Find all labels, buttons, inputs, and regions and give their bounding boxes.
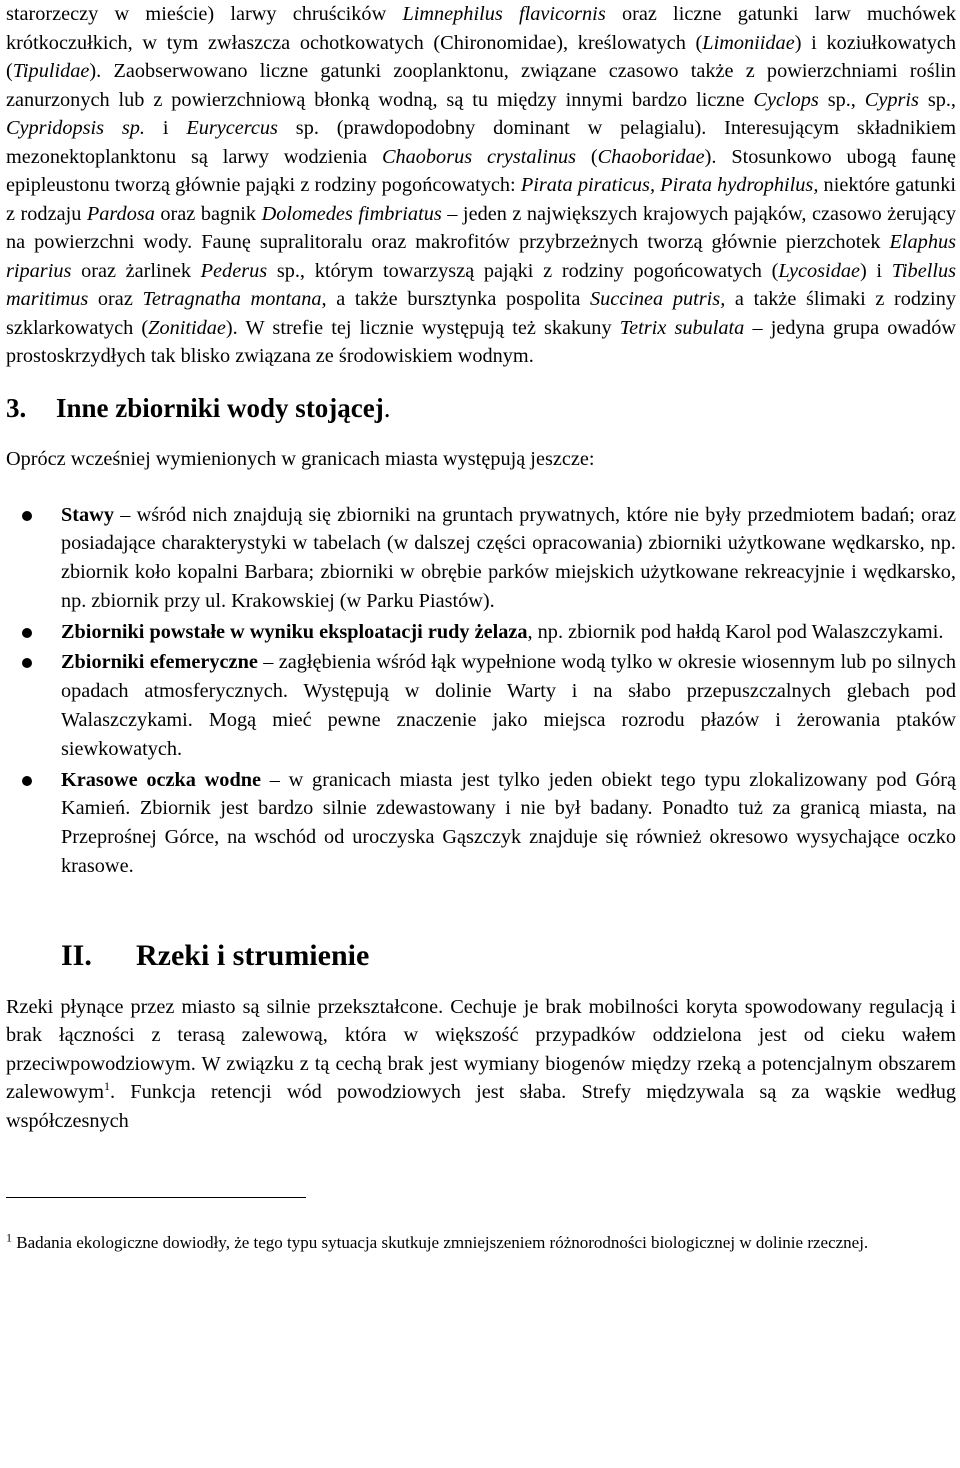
text-run: sp. (prawdopodobny dominant w pelagialu). Interesującym składnikiem mezonektoplanktonu są larwy wodzienia	[6, 117, 956, 168]
italic-run: Limnephilus flavicornis	[402, 3, 606, 25]
bold-run: Zbiorniki efemeryczne	[61, 651, 258, 674]
italic-run: Tetragnatha montana	[142, 288, 322, 310]
section-3-number: 3.	[6, 392, 27, 423]
text-run: , a także bursztynka pospolita	[321, 288, 590, 310]
text-run: – wśród nich znajdują się zbiorniki na gruntach prywatnych, które nie były przedmiotem badań; oraz posiadające charakterystyki w tabelach (w dalszej części opracowania) zbiorniki użytkowane wędkarsko, np. zbiornik koło kopalni Barbara; zbiorniki w obrębie parków miejskich użytkowane rekreacyjnie i wędkarsko, np. zbiornik przy ul. Krakowskiej (w Parku Piastów).	[61, 503, 956, 612]
italic-run: Cypridopsis sp.	[6, 117, 145, 139]
bold-run: Krasowe oczka wodne	[61, 768, 262, 791]
italic-run: Lycosidae	[778, 259, 860, 282]
italic-run: Elaphus riparius	[6, 231, 956, 282]
text-run: oraz żarlinek	[71, 259, 201, 282]
section-3-intro: Oprócz wcześniej wymienionych w granicach miasta występują jeszcze:	[6, 447, 595, 470]
footnote-number: 1	[6, 1230, 12, 1245]
italic-run: Limoniidae	[702, 31, 795, 54]
text-run: – jedyna grupa owadów prostoskrzydłych tak blisko związana ze środowiskiem wodnym.	[6, 316, 956, 367]
rivers-text-part-2: . Funkcja retencji wód powodziowych jest słaba. Strefy międzywala są za wąskie według współczesnych	[6, 1081, 956, 1132]
italic-run: Dolomedes fimbriatus	[261, 202, 442, 225]
footnote-text: Badania ekologiczne dowiodły, że tego typu sytuacja skutkuje zmniejszeniem różnorodności biologicznej w dolinie rzecznej.	[12, 1233, 869, 1253]
bold-run: Zbiorniki powstałe w wyniku eksploatacji rudy żelaza	[61, 620, 528, 643]
italic-run: Tipulidae	[12, 60, 90, 82]
list-item-iron-ore-reservoirs	[6, 618, 956, 647]
italic-run: Chaoborus crystalinus	[381, 145, 576, 168]
text-run: – jeden z największych krajowych pająków, czasowo żerujący na powierzchni wody. Faunę supralitoralu oraz makrofitów przybrzeżnych tworzą głównie pierzchotek	[6, 202, 956, 253]
text-run: , np. zbiornik pod hałdą Karol pod Walaszczykami.	[527, 620, 944, 643]
bullet-icon	[22, 776, 32, 786]
footnote-reference[interactable]: 1	[104, 1079, 110, 1094]
text-run: – zagłębienia wśród łąk wypełnione wodą tylko w okresie wiosennym lub po silnych opadach atmosferycznych. Występują w dolinie Warty i na słabo przepuszczalnych glebach pod Walaszczykami. Mogą mieć pewne znaczenie jako miejsca rozrodu płazów i żerowania ptaków siewkowatych.	[61, 651, 956, 760]
paragraph-rivers	[6, 993, 956, 1136]
text-run: ) i koziułkowatych (	[6, 31, 956, 82]
text-run: ). W strefie tej licznie występują też skakuny	[225, 316, 620, 339]
italic-run: Succinea putris,	[590, 288, 726, 310]
text-run: a także ślimaki z rodziny szklarkowatych (	[6, 288, 956, 339]
italic-run: Cypris	[864, 88, 919, 111]
footnote-separator	[6, 1197, 306, 1198]
paragraph-aquatic-fauna	[6, 0, 956, 371]
italic-run: Cyclops	[753, 88, 819, 111]
document-page	[6, 0, 956, 1255]
text-run: ). Zaobserwowano liczne gatunki zooplanktonu, związane czasowo także z powierzchniami roślin zanurzonych lub z powierzchniową błonką wodną, są tu między innymi bardzo liczne	[6, 60, 956, 111]
footnote	[6, 1230, 956, 1255]
text-run: starorzeczy w mieście) larwy chruścików	[6, 3, 403, 25]
list-item-ephemeral-reservoirs	[6, 648, 956, 763]
text-run: oraz liczne gatunki larw muchówek krótkoczułkich, w tym zwłaszcza ochotkowatych (Chironomidae), kreślowatych (	[6, 3, 956, 54]
text-run: ) i	[859, 259, 892, 282]
italic-run: Eurycercus	[186, 117, 278, 139]
list-item-text	[61, 651, 956, 759]
section-II-title: Rzeki i strumienie	[136, 938, 370, 972]
section-3-heading	[6, 393, 956, 424]
text-run: i	[145, 117, 187, 139]
text-run: – w granicach miasta jest tylko jeden obiekt tego typu zlokalizowany pod Górą Kamień. Zbiornik jest bardzo silnie zdewastowany i nie był badany. Ponadto tuż za granicą miasta, na Przeprośnej Górce, na wschód od uroczyska Gąszczyk znajduje się również okresowo wysychające oczko krasowe.	[61, 768, 956, 878]
text-run: sp., którym towarzyszą pająki z rodziny pogońcowatych (	[267, 259, 779, 282]
italic-run: Pardosa	[86, 202, 155, 225]
list-item-text	[61, 769, 956, 877]
text-run: oraz	[88, 288, 143, 310]
list-item-karst-ponds	[6, 766, 956, 881]
list-item-text	[61, 504, 956, 612]
bullet-icon	[22, 628, 32, 638]
italic-run: Tibellus maritimus	[6, 259, 957, 310]
italic-run: Pederus	[200, 259, 268, 282]
section-II-heading	[6, 939, 956, 973]
italic-run: Tetrix subulata	[619, 316, 745, 339]
text-run: niektóre gatunki z rodzaju	[6, 174, 956, 225]
section-3-title: Inne zbiorniki wody stojącej	[56, 392, 384, 423]
list-item-text	[61, 621, 943, 643]
bullet-icon	[22, 511, 32, 521]
bold-run: Stawy	[61, 503, 114, 526]
text-run: sp.,	[918, 88, 956, 111]
italic-run: Pirata piraticus, Pirata hydrophilus,	[520, 174, 819, 196]
text-run: ). Stosunkowo ubogą faunę epipleustonu tworzą głównie pająki z rodziny pogońcowatych:	[6, 145, 956, 196]
water-bodies-list	[6, 501, 956, 881]
text-run: (	[576, 145, 598, 168]
italic-run: Zonitidae	[148, 316, 226, 339]
italic-run: Chaoboridae	[597, 145, 705, 168]
section-3-title-period: .	[383, 392, 391, 423]
text-run: oraz bagnik	[154, 202, 262, 225]
section-II-number: II.	[61, 938, 92, 972]
bullet-icon	[22, 658, 32, 668]
text-run: sp.,	[818, 88, 865, 111]
list-item-ponds	[6, 501, 956, 616]
rivers-text-part-1: Rzeki płynące przez miasto są silnie przekształcone. Cechuje je brak mobilności koryta spowodowany regulacją i brak łączności z terasą zalewową, która w większość przypadków oddzielona jest od cieku wałem przeciwpowodziowym. W związku z tą cechą brak jest wymiany biogenów między rzeką a potencjalnym obszarem zalewowym	[6, 995, 956, 1104]
